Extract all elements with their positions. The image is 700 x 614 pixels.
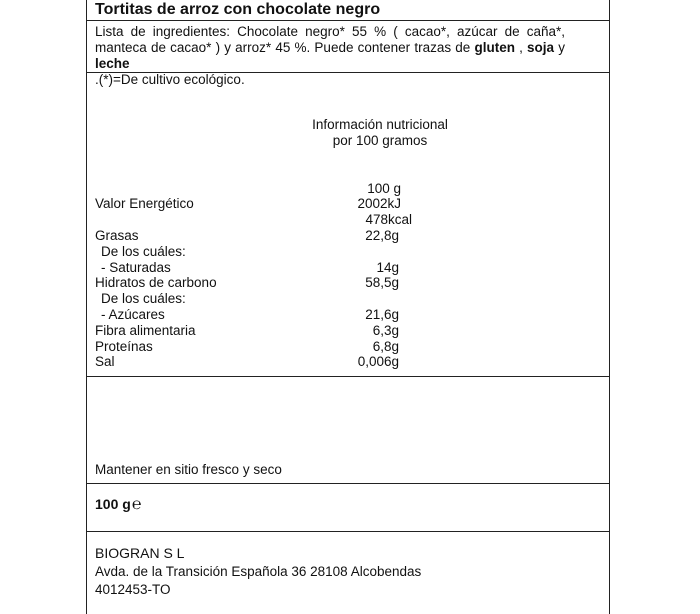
energy-kcal-value: 478kcal [365, 212, 412, 227]
product-title: Tortitas de arroz con chocolate negro [95, 1, 381, 18]
nutrient-value: 58,5g [365, 275, 399, 290]
storage-divider [86, 483, 610, 484]
energy-kj-value: 2002kJ [357, 196, 401, 211]
allergen-soja: soja [527, 40, 555, 55]
company-address: Avda. de la Transición Española 36 28108 Alcobendas [95, 564, 422, 579]
nutrient-value: 6,8g [372, 339, 399, 354]
nutrition-divider [86, 376, 610, 377]
estimate-sign-icon: ℮ [131, 496, 142, 513]
allergen-leche: leche [95, 56, 130, 71]
weight-divider [86, 531, 610, 532]
energy-label: Valor Energético [95, 196, 194, 211]
nutrient-value: 14g [376, 260, 399, 275]
column-header: 100 g [367, 181, 401, 196]
allergen-separator: , [514, 40, 528, 55]
nutrient-label: Hidratos de carbono [95, 275, 217, 290]
nutrient-label: De los cuáles: [101, 291, 186, 306]
nutrient-label: Fibra alimentaria [95, 323, 196, 338]
nutrition-subheading: por 100 gramos [332, 133, 428, 148]
nutrient-label: Proteínas [95, 339, 153, 354]
nutrient-value: 0,006g [357, 354, 399, 369]
company-code: 4012453-TO [95, 582, 171, 597]
allergen-separator: y [554, 40, 565, 55]
company-name: BIOGRAN S L [95, 545, 185, 561]
title-divider [86, 20, 610, 21]
nutrient-label: De los cuáles: [101, 244, 186, 259]
nutrient-label: - Azúcares [101, 307, 165, 322]
allergen-gluten: gluten [474, 40, 515, 55]
nutrition-heading: Información nutricional [312, 117, 448, 132]
net-weight [95, 496, 141, 514]
ingredients-text: Lista de ingredientes: Chocolate negro* 55 % ( cacao*, azúcar de caña*, manteca de cacao* ) y arroz* 45 %. Puede contener trazas de [95, 24, 565, 55]
net-weight-value: 100 g [95, 496, 131, 512]
organic-note: .(*)=De cultivo ecológico. [95, 72, 245, 87]
nutrient-label: - Saturadas [101, 260, 171, 275]
storage-instructions: Mantener en sitio fresco y seco [95, 462, 282, 477]
nutrient-value: 21,6g [365, 307, 399, 322]
nutrient-value: 22,8g [365, 228, 399, 243]
nutrient-value: 6,3g [372, 323, 399, 338]
nutrient-label: Grasas [95, 228, 139, 243]
nutrient-label: Sal [95, 354, 115, 369]
ingredients-list [95, 24, 565, 88]
